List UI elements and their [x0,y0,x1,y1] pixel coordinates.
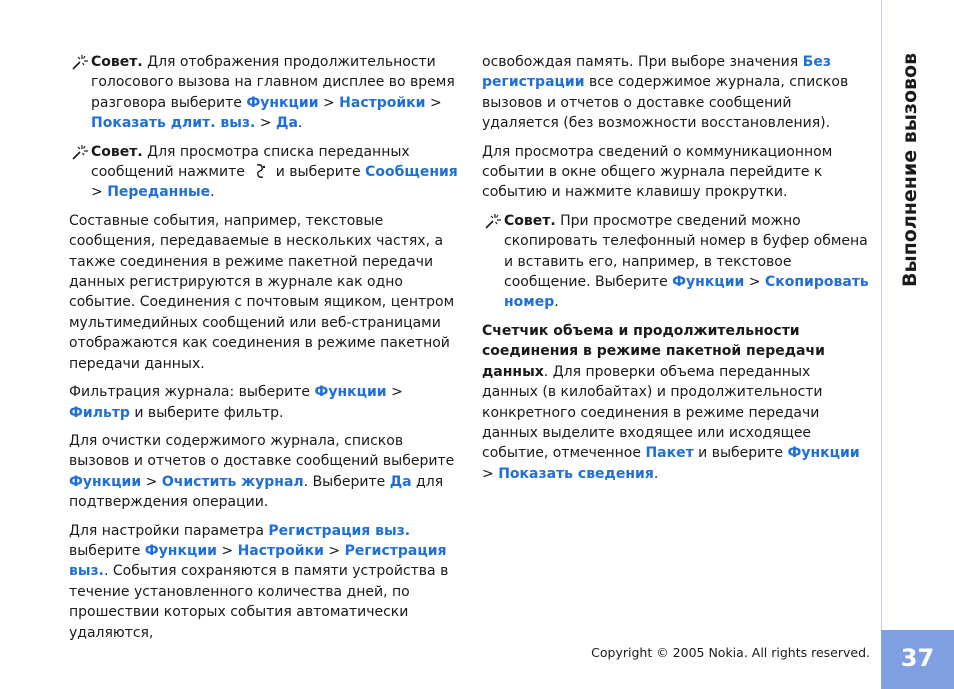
link-sent[interactable]: Переданные [107,184,211,201]
text: . [210,184,215,201]
tip-copy-number [482,211,870,313]
text: . [554,294,559,311]
chapter-sidebar [881,0,954,689]
paragraph-log-duration [69,521,461,643]
link-clear-log[interactable]: Очистить журнал [161,473,304,490]
sidebar-tab [881,0,954,630]
tip-label: Совет. [91,143,143,160]
paragraph-composite-events: Составные события, например, текстовые сообщения, передаваемые в нескольких частях, а также соединения в режиме пакетной передачи данных регистрируются в журнале как одно событие. Соединения с почтовым ящиком, центром мультимедийных сообщений или веб-страницами отображаются как соединения в режиме пакетной передачи данных. [69,212,455,372]
separator: > [425,94,442,111]
paragraph-clear-log [69,431,461,513]
right-column [482,52,870,492]
paragraph-no-log [482,52,870,134]
page-number-box [881,630,954,689]
separator: > [216,542,238,559]
separator: > [482,465,499,482]
chapter-title: Выполнение вызовов [899,52,921,287]
section-heading: Счетчик объема и продолжительности соединения в режиме пакетной передачи данных [482,322,825,380]
text: Для просмотра списка переданных сообщений нажмите [91,143,410,181]
link-yes[interactable]: Да [389,473,412,490]
text: Фильтрация журнала: выберите [69,384,315,401]
text: освобождая память. При выборе значения [482,54,803,70]
separator: > [141,473,162,490]
link-copy-number[interactable]: Скопировать номер [504,274,869,311]
tip-icon [71,144,89,160]
link-functions[interactable]: Функции [69,473,142,490]
separator: > [255,115,276,132]
tip-label: Совет. [504,212,556,229]
separator: > [318,94,340,111]
link-log-duration[interactable]: Регистрация выз. [69,542,447,580]
separator: > [91,184,108,201]
text: и выберите [271,164,366,181]
text: выберите [69,542,145,559]
text: . Выберите [303,473,390,490]
separator: > [744,274,765,291]
link-functions[interactable]: Функции [246,94,319,111]
tip-label: Совет. [91,54,143,70]
link-messages[interactable]: Сообщения [365,164,458,181]
text: все содержимое журнала, списков вызовов и отчетов о доставке сообщений удаляется (без возможности восстановления). [482,74,849,132]
link-filter[interactable]: Фильтр [69,404,130,421]
link-show-details[interactable]: Показать сведения [498,465,654,482]
link-yes[interactable]: Да [276,115,298,132]
paragraph-filter [69,382,461,423]
tip-icon [484,213,502,229]
text: Для настройки параметра [69,522,269,539]
link-packet[interactable]: Пакет [645,445,694,462]
link-functions[interactable]: Функции [314,384,387,401]
text: и выберите [693,445,788,462]
link-functions[interactable]: Функции [672,274,745,291]
text: Для очистки содержимого журнала, списков вызовов и отчетов о доставке сообщений выберите [69,432,455,470]
paragraph-data-counter [482,321,870,484]
text: . Для проверки объема переданных данных (в килобайтах) и продолжительности конкретного соединения в режиме передачи данных выделите входящее или исходящее событие, отмеченное [482,363,823,462]
text: . [297,115,303,132]
text: . События сохраняются в памяти устройства в течение установленного количества дней, по прошествии которых события автоматически удаляются, [69,563,449,641]
link-settings[interactable]: Настройки [339,94,426,111]
link-functions[interactable]: Функции [787,445,860,462]
text: Для отображения продолжительности голосового вызова на главном дисплее во время разговора выберите [91,54,455,111]
link-settings[interactable]: Настройки [237,542,324,559]
page-number: 37 [900,644,935,672]
text: и выберите фильтр. [129,404,284,421]
tip-sent-messages [69,142,461,203]
tip-icon [71,54,89,70]
text: При просмотре сведений можно скопировать телефонный номер в буфер обмена и вставить его, например, в текстовое сообщение. Выберите [504,212,868,291]
link-log-duration[interactable]: Регистрация выз. [268,522,411,539]
paragraph-view-details: Для просмотра сведений о коммуникационном событии в окне общего журнала перейдите к событию и нажмите клавишу прокрутки. [482,143,833,201]
copyright-notice: Copyright © 2005 Nokia. All rights reserved. [591,645,870,660]
tip-call-duration [69,52,461,134]
link-no-log[interactable]: Без регистрации [482,54,831,91]
menu-key-icon [253,163,267,179]
text: для подтверждения операции. [69,473,444,511]
text: . [653,465,659,482]
separator: > [386,384,403,401]
separator: > [323,542,345,559]
left-column [69,52,461,651]
link-show-duration[interactable]: Показать длит. выз. [91,115,256,132]
link-functions[interactable]: Функции [144,542,217,559]
